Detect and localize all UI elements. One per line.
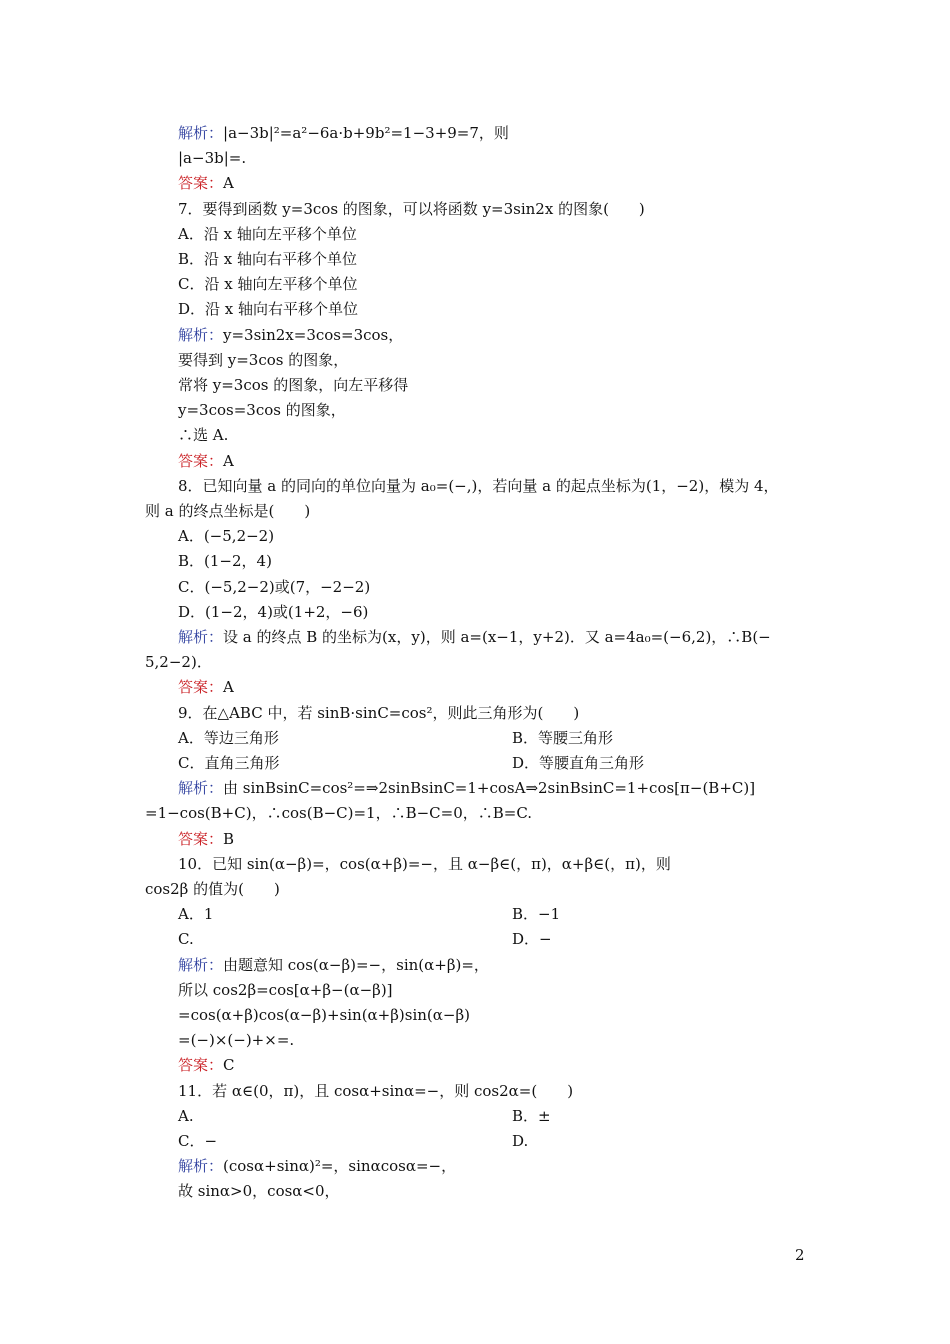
option-right-column: B．等腰三角形	[512, 728, 614, 747]
text-line	[178, 1180, 340, 1205]
line-text: 设 a 的终点 B 的坐标为(x，y)，则 a=(x−1，y+2)．又 a=4a₀=(−6,2)，∴B(−	[223, 628, 771, 646]
analysis-label: 解析：	[178, 1157, 224, 1176]
answer-label: 答案：	[178, 1056, 224, 1075]
line-text: y=3cos=3cos 的图象，	[178, 401, 346, 420]
line-text: D．沿 x 轴向右平移个单位	[178, 300, 359, 319]
text-line	[178, 1029, 294, 1054]
text-line	[145, 500, 310, 525]
text-line	[178, 550, 272, 575]
line-text: A．(−5,2−2)	[178, 527, 275, 546]
line-text: B	[223, 829, 235, 848]
text-line	[178, 727, 279, 752]
text-line	[178, 248, 357, 273]
line-text: C．−	[178, 1132, 218, 1150]
option-right-column: D．等腰直角三角形	[512, 754, 645, 772]
line-text: 常将 y=3cos 的图象，向左平移得	[178, 376, 409, 394]
text-line	[178, 172, 234, 197]
option-right-column: B．±	[512, 1106, 551, 1125]
text-line	[178, 928, 194, 953]
text-line	[178, 903, 213, 928]
text-line	[178, 147, 246, 172]
text-line	[178, 1105, 194, 1130]
line-text: =1−cos(B+C)，∴cos(B−C)=1，∴B−C=0，∴B=C.	[145, 804, 533, 823]
line-text: 5,2−2)．	[145, 653, 212, 672]
text-line	[178, 298, 358, 323]
text-line	[178, 853, 671, 878]
line-text: B．(1−2，4)	[178, 552, 272, 571]
text-line	[178, 676, 234, 701]
text-line	[178, 450, 234, 475]
page-number: 2	[795, 1246, 805, 1264]
line-text: C.	[178, 930, 194, 949]
text-line	[178, 1080, 573, 1105]
text-line	[145, 802, 532, 827]
line-text: 9．在△ABC 中，若 sinB·sinC=cos²，则此三角形为( )	[178, 703, 580, 722]
text-line	[178, 777, 755, 802]
text-line	[178, 1155, 456, 1180]
text-line	[178, 828, 234, 853]
text-line	[145, 651, 212, 676]
line-text: A．1	[178, 905, 214, 924]
line-text: 7．要得到函数 y=3cos 的图象，可以将函数 y=3sin2x 的图象( )	[178, 199, 645, 218]
line-text: 则 a 的终点坐标是( )	[145, 502, 311, 520]
option-right-column: D.	[512, 1132, 529, 1150]
line-text: C．直角三角形	[178, 754, 280, 772]
option-right-column: B．−1	[512, 905, 561, 924]
line-text: A	[223, 678, 234, 697]
line-text: 由 sinBsinC=cos²=⇒2sinBsinC=1+cosA⇒2sinBsinC=1+cos[π−(B+C)]	[223, 779, 756, 798]
answer-label: 答案：	[178, 451, 224, 470]
text-line	[178, 979, 393, 1004]
text-line	[178, 1130, 217, 1155]
analysis-label: 解析：	[178, 779, 224, 798]
text-line	[178, 122, 509, 147]
line-text: A．等边三角形	[178, 728, 279, 747]
line-text: 所以 cos2β=cos[α+β−(α−β)]	[178, 980, 393, 999]
line-text: 11．若 α∈(0，π)，且 cosα+sinα=−，则 cos2α=( )	[178, 1081, 574, 1100]
line-text: ∴选 A.	[178, 426, 229, 445]
line-text: A	[223, 174, 234, 193]
text-line	[145, 878, 280, 903]
text-line	[178, 198, 645, 223]
line-text: cos2β 的值为( )	[145, 880, 280, 898]
line-text: A．沿 x 轴向左平移个单位	[178, 224, 357, 243]
text-line	[178, 601, 368, 626]
text-line	[178, 626, 771, 651]
line-text: A	[223, 451, 234, 470]
line-text: D．(1−2，4)或(1+2，−6)	[178, 602, 369, 621]
text-line	[178, 223, 357, 248]
answer-label: 答案：	[178, 829, 224, 848]
line-text: C．沿 x 轴向左平移个单位	[178, 275, 358, 294]
text-line	[178, 475, 779, 500]
line-text: =(−)×(−)+×=.	[178, 1031, 295, 1050]
line-text: 10．已知 sin(α−β)=，cos(α+β)=−，且 α−β∈(，π)，α+β∈(，π)，则	[178, 854, 671, 873]
line-text: C	[223, 1056, 235, 1075]
text-line	[178, 954, 489, 979]
line-text: 故 sinα>0，cosα<0，	[178, 1182, 340, 1201]
text-line	[178, 1004, 470, 1029]
answer-label: 答案：	[178, 174, 224, 193]
analysis-label: 解析：	[178, 955, 224, 974]
text-line	[178, 424, 228, 449]
text-line	[178, 752, 279, 777]
text-line	[178, 374, 408, 399]
answer-label: 答案：	[178, 678, 224, 697]
text-line	[178, 324, 403, 349]
text-line	[178, 702, 579, 727]
line-text: |a−3b|=.	[178, 149, 247, 168]
line-text: C．(−5,2−2)或(7，−2−2)	[178, 577, 371, 596]
line-text: |a−3b|²=a²−6a·b+9b²=1−3+9=7，则	[223, 124, 509, 142]
line-text: y=3sin2x=3cos=3cos，	[223, 325, 404, 344]
text-line	[178, 399, 346, 424]
text-line	[178, 576, 370, 601]
line-text: =cos(α+β)cos(α−β)+sin(α+β)sin(α−β)	[178, 1006, 471, 1024]
line-text: A.	[178, 1106, 194, 1125]
line-text: 由题意知 cos(α−β)=−，sin(α+β)=，	[223, 955, 489, 974]
line-text: 8．已知向量 a 的同向的单位向量为 a₀=(−,)，若向量 a 的起点坐标为(1，−2)，模为 4，	[178, 476, 779, 495]
line-text: 要得到 y=3cos 的图象，	[178, 350, 349, 369]
text-line	[178, 525, 274, 550]
text-line	[178, 273, 357, 298]
text-line	[178, 349, 348, 374]
analysis-label: 解析：	[178, 325, 224, 344]
analysis-label: 解析：	[178, 628, 224, 646]
line-text: B．沿 x 轴向右平移个单位	[178, 250, 358, 268]
text-line	[178, 1054, 235, 1079]
option-right-column: D．−	[512, 930, 552, 949]
analysis-label: 解析：	[178, 124, 224, 142]
line-text: (cosα+sinα)²=，sinαcosα=−，	[223, 1157, 457, 1176]
